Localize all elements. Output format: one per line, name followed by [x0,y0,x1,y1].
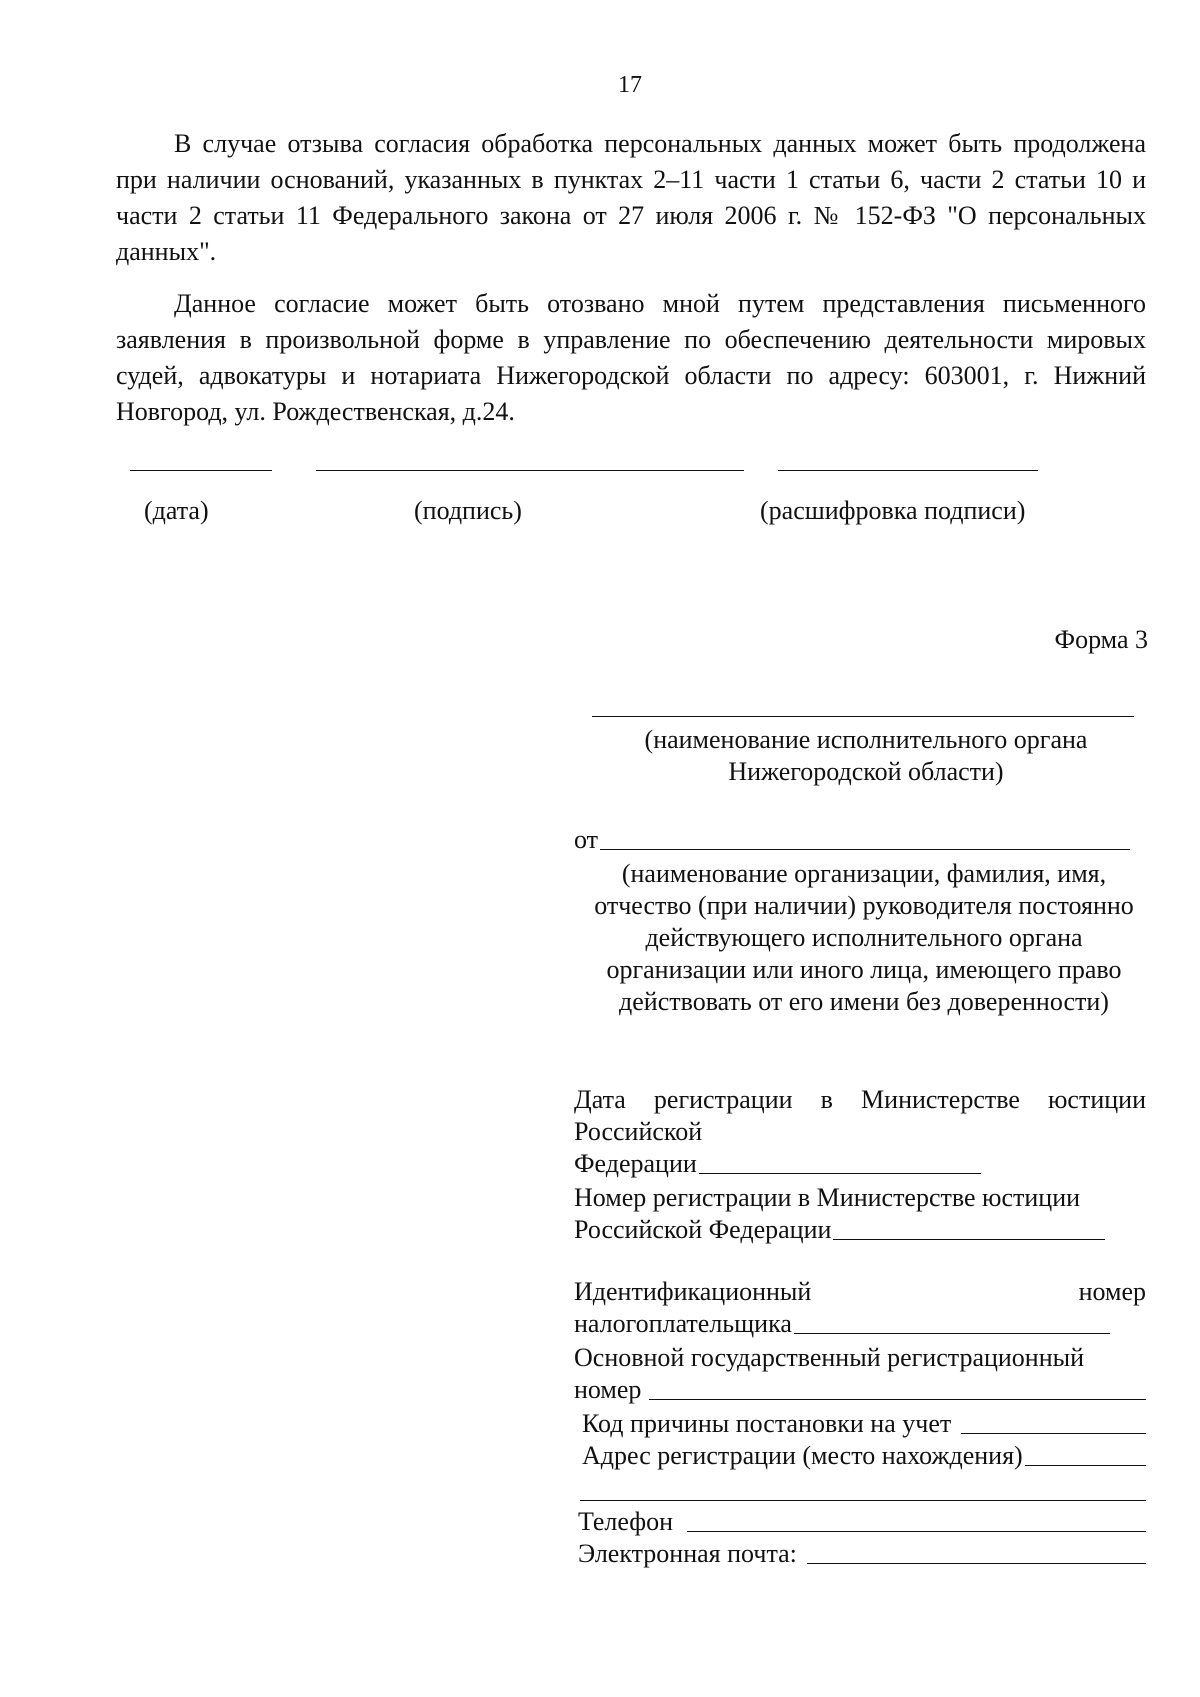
date-caption: (дата) [144,496,209,525]
signature-decode-line[interactable] [778,470,1038,471]
kpp-label: Код причины постановки на учет [582,1409,952,1438]
reg-number-label-cont: Российской Федерации [574,1215,832,1244]
address-input-line[interactable] [1025,1465,1146,1466]
paragraph-withdrawal-procedure: Данное согласие может быть отозвано мной путем представления письменного заявления в произвольной форме в управление по обеспечению деятельности мировых судей, адвокатуры и нотариата Нижегородской области по адресу: 603001, г. Нижний Новгород, ул. Рождественская, д.24. [116,289,1146,426]
addressee-caption: (наименование исполнительного органа Нижегородской области) [644,725,1088,786]
sender-caption: (наименование организации, фамилия, имя, отчество (при наличии) руководителя постоянно действующего исполнительного органа организации или иного лица, имеющего право действовать от его имени без доверенности) [594,859,1134,1016]
reg-date-input-line[interactable] [699,1173,981,1174]
date-line[interactable] [130,470,272,471]
reg-number-input-line[interactable] [833,1239,1105,1240]
kpp-field [582,1408,1146,1440]
signature-caption: (подпись) [414,496,522,525]
addressee-line[interactable] [592,716,1134,717]
inn-input-line[interactable] [794,1333,1110,1334]
email-label: Электронная почта: [578,1539,797,1568]
ogrn-field [574,1342,1146,1406]
page-number: 17 [618,72,642,98]
signature-line[interactable] [316,470,744,471]
inn-field [574,1276,1146,1340]
sender-row [574,824,1146,856]
inn-label-word2: номер [1078,1277,1146,1306]
inn-label-cont: налогоплательщика [574,1309,792,1338]
email-field [578,1538,1146,1570]
reg-date-field [574,1084,1146,1180]
phone-label: Телефон [578,1507,674,1536]
address-input-line-2[interactable] [580,1500,1146,1501]
signature-decode-caption: (расшифровка подписи) [760,496,1026,525]
reg-number-field [574,1182,1146,1246]
ogrn-label-cont: номер [574,1375,642,1404]
reg-date-label-cont: Федерации [574,1149,697,1178]
reg-date-label: Дата регистрации в Министерстве юстиции Российской [574,1085,1146,1146]
sender-prefix: от [574,825,599,854]
form-label: Форма 3 [1054,625,1148,654]
paragraph-consent-withdrawal: В случае отзыва согласия обработка персональных данных может быть продолжена при наличии оснований, указанных в пунктах 2–11 части 1 статьи 6, части 2 статьи 10 и части 2 статьи 11 Федерального закона от 27 июля 2006 г. № 152-ФЗ "О персональных данных". [116,129,1146,266]
address-field [582,1440,1146,1472]
phone-field [578,1506,1146,1538]
address-label: Адрес регистрации (место нахождения) [582,1441,1023,1470]
inn-label-word1: Идентификационный [574,1277,812,1306]
phone-input-line[interactable] [687,1531,1146,1532]
email-input-line[interactable] [807,1563,1146,1564]
ogrn-input-line[interactable] [649,1399,1146,1400]
ogrn-label: Основной государственный регистрационный [574,1343,1085,1372]
sender-line[interactable] [600,849,1130,850]
kpp-input-line[interactable] [961,1433,1146,1434]
reg-number-label: Номер регистрации в Министерстве юстиции [574,1183,1081,1212]
